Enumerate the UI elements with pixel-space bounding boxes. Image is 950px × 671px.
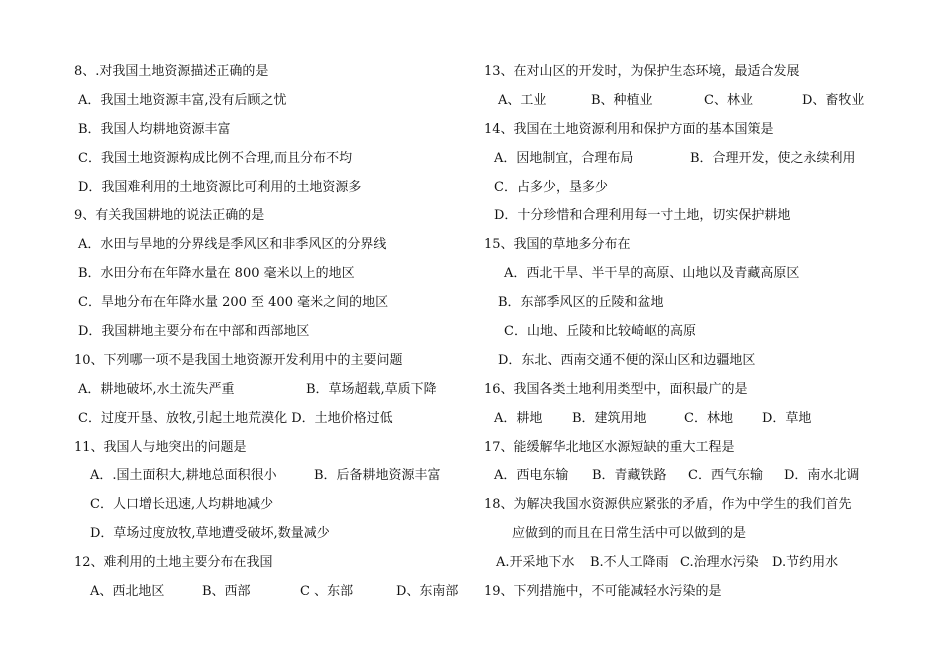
question-12-option-b: B、西部 — [202, 584, 251, 600]
question-11-option-a: A．.国土面积大,耕地总面积很小 — [90, 468, 277, 484]
question-9-option-d: D．我国耕地主要分布在中部和西部地区 — [78, 324, 310, 340]
question-14-row-ab — [484, 145, 884, 174]
question-16-option-c: C．林地 — [684, 410, 733, 426]
left-column — [74, 58, 474, 607]
question-11-option-c: C．人口增长迅速,人均耕地减少 — [90, 497, 274, 513]
question-18-options — [484, 549, 884, 578]
question-10-option-b: B．草场超载,草质下降 — [306, 381, 437, 397]
question-13-options — [484, 87, 884, 116]
question-14-option-a: A．因地制宜，合理布局 — [494, 150, 634, 166]
question-8-option-a: A．我国土地资源丰富,没有后顾之忧 — [78, 92, 287, 108]
question-18-stem-continued: 应做到的而且在日常生活中可以做到的是 — [512, 526, 747, 542]
question-10-row-ab — [74, 376, 474, 405]
question-12-option-c: C 、东部 — [300, 584, 354, 600]
question-15-option-c: C．山地、丘陵和比较崎岖的高原 — [504, 324, 696, 340]
question-15-option-b: B．东部季风区的丘陵和盆地 — [498, 295, 664, 311]
question-18-stem: 18、为解决我国水资源供应紧张的矛盾，作为中学生的我们首先 — [484, 497, 852, 513]
question-16-options — [484, 405, 884, 434]
question-8-option-b: B．我国人均耕地资源丰富 — [78, 121, 231, 137]
question-8-option-c: C．我国土地资源构成比例不合理,而且分布不均 — [78, 150, 353, 166]
question-17-option-b: B．青藏铁路 — [592, 468, 667, 484]
question-12-option-d: D、东南部 — [396, 584, 459, 600]
question-17-option-a: A．西电东输 — [494, 468, 569, 484]
question-16-option-b: B．建筑用地 — [572, 410, 647, 426]
question-11-option-b: B．后备耕地资源丰富 — [314, 468, 441, 484]
question-17-option-c: C．西气东输 — [688, 468, 763, 484]
question-9-option-c: C．旱地分布在年降水量 200 至 400 毫米之间的地区 — [78, 295, 389, 311]
right-column — [484, 58, 884, 607]
question-10-stem: 10、下列哪一项不是我国土地资源开发利用中的主要问题 — [74, 352, 403, 368]
question-13-option-d: D、畜牧业 — [802, 92, 865, 108]
question-13-option-b: B、种植业 — [591, 92, 653, 108]
question-13-option-a: A、工业 — [498, 92, 547, 108]
question-13-stem: 13、在对山区的开发时，为保护生态环境，最适合发展 — [484, 64, 800, 79]
question-15-option-a: A．西北干旱、半干旱的高原、山地以及青藏高原区 — [504, 266, 800, 282]
question-10-option-cd: C．过度开垦、放牧,引起土地荒漠化 D．土地价格过低 — [78, 410, 393, 426]
question-16-stem: 16、我国各类土地利用类型中，面积最广的是 — [484, 381, 748, 397]
question-17-stem: 17、能缓解华北地区水源短缺的重大工程是 — [484, 439, 735, 455]
question-18-option-b: B.不人工降雨 — [590, 555, 669, 571]
question-14-option-b: B．合理开发，使之永续利用 — [690, 150, 856, 166]
question-18-option-d: D.节约用水 — [772, 555, 839, 571]
question-11-stem: 11、我国人与地突出的问题是 — [74, 439, 247, 455]
question-15-option-d: D．东北、西南交通不便的深山区和边疆地区 — [498, 352, 756, 368]
question-16-option-d: D．草地 — [762, 410, 812, 426]
question-15-stem: 15、我国的草地多分布在 — [484, 237, 631, 253]
question-14-option-d: D．十分珍惜和合理利用每一寸土地，切实保护耕地 — [494, 208, 791, 224]
question-19-stem: 19、下列措施中，不可能减轻水污染的是 — [484, 584, 722, 600]
question-17-option-d: D．南水北调 — [784, 468, 860, 484]
question-9-option-a: A．水田与旱地的分界线是季风区和非季风区的分界线 — [78, 237, 387, 253]
question-13-option-c: C、林业 — [704, 92, 753, 108]
question-18-option-a: A.开采地下水 — [496, 555, 575, 571]
question-9-stem: 9、有关我国耕地的说法正确的是 — [74, 208, 265, 224]
question-11-row-ab — [74, 462, 474, 491]
question-8-stem: 8、.对我国土地资源描述正确的是 — [74, 64, 269, 79]
question-17-options — [484, 462, 884, 491]
question-16-option-a: A．耕地 — [494, 410, 543, 426]
question-8-option-d: D．我国难利用的土地资源比可利用的土地资源多 — [78, 179, 362, 195]
question-10-option-a: A．耕地破坏,水土流失严重 — [78, 381, 235, 397]
question-12-options — [74, 578, 474, 607]
question-14-option-c: C．占多少，垦多少 — [494, 179, 608, 195]
question-11-option-d: D．草场过度放牧,草地遭受破坏,数量减少 — [90, 526, 330, 542]
question-18-option-c: C.治理水污染 — [680, 555, 759, 571]
question-9-option-b: B．水田分布在年降水量在 800 毫米以上的地区 — [78, 266, 355, 282]
question-14-stem: 14、我国在土地资源利用和保护方面的基本国策是 — [484, 121, 774, 137]
question-12-stem: 12、难利用的土地主要分布在我国 — [74, 555, 273, 571]
question-12-option-a: A、西北地区 — [90, 584, 165, 600]
